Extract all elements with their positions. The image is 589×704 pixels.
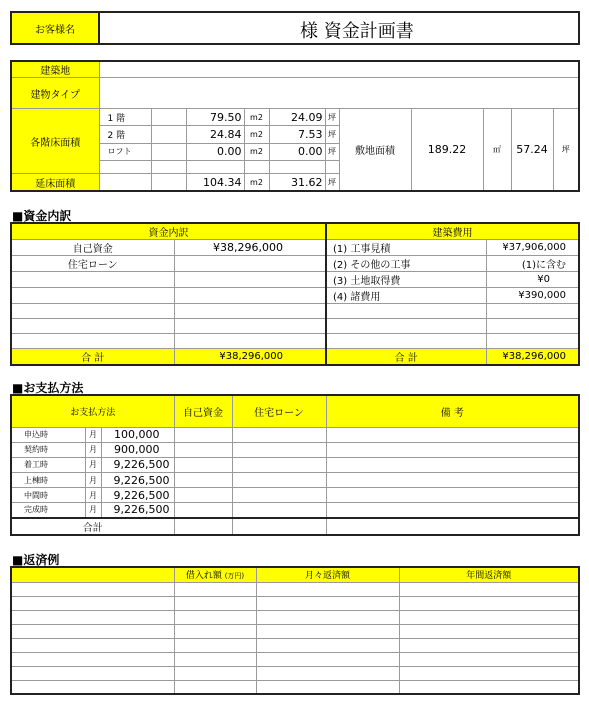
payment-amount: 9,226,500	[101, 488, 174, 503]
site-value[interactable]	[99, 61, 579, 78]
cost-item-label: (4) 諸費用	[326, 288, 486, 304]
notes-cell[interactable]	[326, 427, 579, 442]
empty-cell	[326, 304, 486, 319]
total-floor-tsubo: 31.62	[269, 174, 325, 191]
repayment-cell[interactable]	[399, 666, 579, 680]
repayment-cell[interactable]	[399, 652, 579, 666]
repayment-cell[interactable]	[11, 582, 174, 596]
borrow-header-label: 借入れ額	[185, 571, 222, 582]
funds-total-value: ¥38,296,000	[174, 349, 326, 366]
empty-cell	[186, 160, 244, 173]
lot-m2-unit: ㎡	[483, 108, 511, 191]
own-funds-cell[interactable]	[174, 503, 232, 518]
repayment-cell[interactable]	[11, 666, 174, 680]
cost-total-value: ¥38,296,000	[486, 349, 579, 366]
empty-cell	[486, 334, 579, 349]
loan-cell[interactable]	[232, 427, 326, 442]
payment-table	[10, 394, 580, 536]
payment-amount: 900,000	[101, 442, 174, 457]
floor-spacer	[151, 126, 186, 143]
repayment-cell[interactable]	[174, 652, 256, 666]
cost-item-value: (1)に含む	[486, 256, 579, 272]
repayment-cell[interactable]	[11, 610, 174, 624]
empty-cell	[11, 272, 174, 288]
floor-tsubo: 24.09	[269, 108, 325, 125]
m2-unit: m2	[244, 126, 269, 143]
repayment-cell[interactable]	[256, 666, 399, 680]
own-funds-cell[interactable]	[174, 427, 232, 442]
empty-cell	[174, 334, 326, 349]
payment-label: 申込時	[11, 427, 85, 442]
tsubo-unit: 坪	[325, 126, 339, 143]
tsubo-unit: 坪	[325, 108, 339, 125]
payment-amount: 9,226,500	[101, 503, 174, 518]
floor-name: 2 階	[99, 126, 151, 143]
m2-unit: m2	[244, 143, 269, 160]
repayment-cell[interactable]	[11, 680, 174, 694]
floor-tsubo: 7.53	[269, 126, 325, 143]
payment-amount: 9,226,500	[101, 457, 174, 472]
repayment-header-blank	[11, 567, 174, 582]
empty-cell	[174, 304, 326, 319]
empty-cell	[11, 304, 174, 319]
repayment-cell[interactable]	[399, 624, 579, 638]
site-label: 建築地	[11, 61, 99, 78]
empty-cell	[11, 319, 174, 334]
tsubo-unit: 坪	[325, 143, 339, 160]
lot-area-m2: 189.22	[411, 108, 483, 191]
repayment-table	[10, 566, 580, 695]
repayment-cell[interactable]	[256, 680, 399, 694]
notes-cell[interactable]	[326, 442, 579, 457]
floor-spacer	[151, 143, 186, 160]
repayment-cell[interactable]	[174, 624, 256, 638]
loan-total[interactable]	[232, 518, 326, 535]
cost-item-label: (1) 工事見積	[326, 240, 486, 256]
lot-area-label: 敷地面積	[339, 108, 411, 191]
floor-spacer	[151, 108, 186, 125]
empty-cell	[151, 160, 186, 173]
empty-cell	[99, 174, 151, 191]
payment-label: 中間時	[11, 488, 85, 503]
building-table	[10, 60, 580, 192]
floor-name: ロフト	[99, 143, 151, 160]
total-floor-m2: 104.34	[186, 174, 244, 191]
m2-unit: m2	[244, 174, 269, 191]
borrow-header-unit: (万円)	[224, 572, 245, 581]
loan-cell[interactable]	[232, 457, 326, 472]
empty-cell	[244, 160, 269, 173]
repayment-cell[interactable]	[174, 666, 256, 680]
loan-cell[interactable]	[232, 488, 326, 503]
loan-label: 住宅ローン	[11, 256, 174, 272]
repayment-cell[interactable]	[174, 582, 256, 596]
payment-amount: 9,226,500	[101, 473, 174, 488]
empty-cell	[326, 334, 486, 349]
customer-label: お客様名	[11, 12, 99, 44]
empty-cell	[174, 288, 326, 304]
floor-area-label: 各階床面積	[11, 108, 99, 173]
own-funds-label: 自己資金	[11, 240, 174, 256]
notes-cell[interactable]	[326, 473, 579, 488]
notes-header: 備 考	[326, 395, 579, 427]
empty-cell	[11, 288, 174, 304]
repayment-cell[interactable]	[256, 638, 399, 652]
loan-value[interactable]	[174, 256, 326, 272]
borrow-header	[174, 567, 256, 582]
floor-m2: 0.00	[186, 143, 244, 160]
annual-header: 年間返済額	[399, 567, 579, 582]
funds-section-title: ■資金内訳	[12, 209, 72, 223]
month-unit: 月	[85, 473, 101, 488]
payment-total-label: 合計	[11, 518, 174, 535]
customer-name-field[interactable]	[99, 12, 579, 44]
header-table	[10, 11, 580, 45]
document-title: 様 資金計画書	[300, 21, 414, 42]
empty-cell	[326, 319, 486, 334]
cost-total-label: 合 計	[326, 349, 486, 366]
repayment-cell[interactable]	[399, 582, 579, 596]
funds-table	[10, 222, 580, 366]
repayment-cell[interactable]	[174, 596, 256, 610]
payment-section-title: ■お支払方法	[12, 381, 84, 395]
payment-label: 完成時	[11, 503, 85, 518]
repayment-section-title: ■返済例	[12, 553, 60, 567]
tsubo-unit: 坪	[325, 174, 339, 191]
notes-cell[interactable]	[326, 457, 579, 472]
month-unit: 月	[85, 503, 101, 518]
repayment-cell[interactable]	[256, 610, 399, 624]
cost-item-label: (2) その他の工事	[326, 256, 486, 272]
month-unit: 月	[85, 488, 101, 503]
repayment-cell[interactable]	[399, 596, 579, 610]
empty-cell	[325, 160, 339, 173]
notes-cell[interactable]	[326, 503, 579, 518]
repayment-cell[interactable]	[174, 680, 256, 694]
empty-cell	[11, 334, 174, 349]
empty-cell	[151, 174, 186, 191]
own-funds-header: 自己資金	[174, 395, 232, 427]
month-unit: 月	[85, 457, 101, 472]
repayment-cell[interactable]	[399, 680, 579, 694]
floor-m2: 24.84	[186, 126, 244, 143]
funds-header: 資金内訳	[11, 223, 326, 240]
payment-label: 契約時	[11, 442, 85, 457]
funds-total-label: 合 計	[11, 349, 174, 366]
repayment-cell[interactable]	[174, 610, 256, 624]
payment-label: 上棟時	[11, 473, 85, 488]
cost-item-value: ¥37,906,000	[486, 240, 579, 256]
own-funds-cell[interactable]	[174, 473, 232, 488]
lot-tsubo-unit: 坪	[553, 108, 579, 191]
loan-cell[interactable]	[232, 473, 326, 488]
repayment-cell[interactable]	[11, 596, 174, 610]
empty-cell	[174, 319, 326, 334]
monthly-header: 月々返済額	[256, 567, 399, 582]
repayment-cell[interactable]	[256, 652, 399, 666]
total-floor-area-label: 延床面積	[11, 174, 99, 191]
cost-item-value: ¥390,000	[486, 288, 579, 304]
method-header: お支払方法	[11, 395, 174, 427]
repayment-cell[interactable]	[11, 652, 174, 666]
own-funds-cell[interactable]	[174, 488, 232, 503]
repayment-cell[interactable]	[256, 582, 399, 596]
repayment-cell[interactable]	[174, 638, 256, 652]
own-funds-total[interactable]	[174, 518, 232, 535]
building-type-value[interactable]	[99, 78, 579, 109]
cost-header: 建築費用	[326, 223, 579, 240]
month-unit: 月	[85, 442, 101, 457]
repayment-cell[interactable]	[11, 638, 174, 652]
floor-tsubo: 0.00	[269, 143, 325, 160]
building-type-label: 建物タイプ	[11, 78, 99, 109]
payment-amount: 100,000	[101, 427, 174, 442]
loan-header: 住宅ローン	[232, 395, 326, 427]
repayment-cell[interactable]	[399, 610, 579, 624]
empty-cell	[269, 160, 325, 173]
empty-cell	[486, 319, 579, 334]
repayment-cell[interactable]	[399, 638, 579, 652]
cost-item-label: (3) 土地取得費	[326, 272, 486, 288]
m2-unit: m2	[244, 108, 269, 125]
own-funds-cell[interactable]	[174, 442, 232, 457]
floor-name: 1 階	[99, 108, 151, 125]
payment-label: 着工時	[11, 457, 85, 472]
cost-item-value: ¥0	[486, 272, 579, 288]
repayment-cell[interactable]	[11, 624, 174, 638]
empty-cell	[486, 304, 579, 319]
notes-total[interactable]	[326, 518, 579, 535]
own-funds-cell[interactable]	[174, 457, 232, 472]
notes-cell[interactable]	[326, 488, 579, 503]
empty-cell	[174, 272, 326, 288]
repayment-cell[interactable]	[256, 596, 399, 610]
own-funds-value[interactable]: ¥38,296,000	[174, 240, 326, 256]
loan-cell[interactable]	[232, 442, 326, 457]
loan-cell[interactable]	[232, 503, 326, 518]
floor-m2: 79.50	[186, 108, 244, 125]
repayment-cell[interactable]	[256, 624, 399, 638]
empty-cell	[99, 160, 151, 173]
lot-area-tsubo: 57.24	[511, 108, 553, 191]
month-unit: 月	[85, 427, 101, 442]
